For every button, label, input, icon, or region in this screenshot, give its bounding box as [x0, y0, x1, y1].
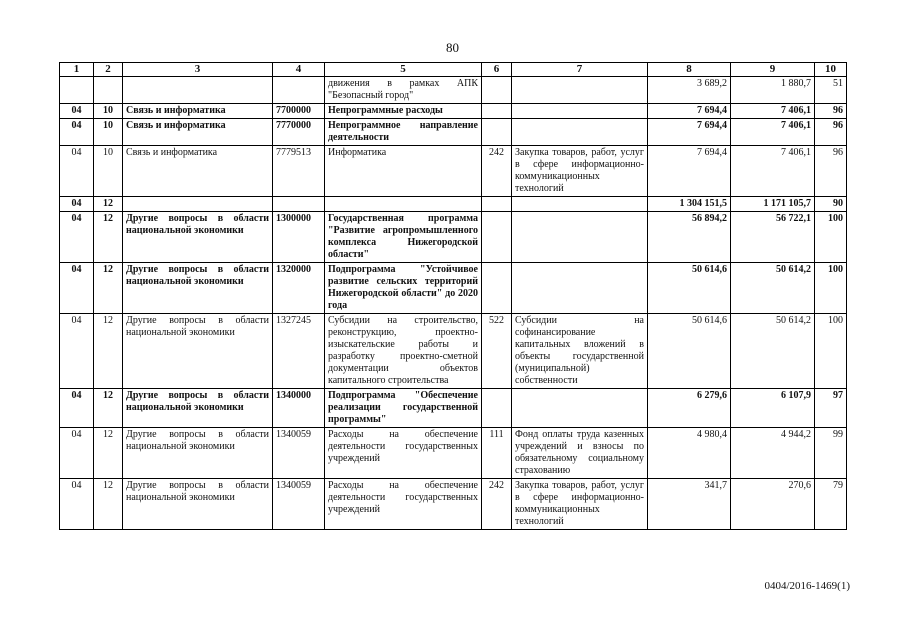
section-name-cell: Другие вопросы в области национальной экономики — [123, 263, 273, 314]
target-code-cell: 7770000 — [273, 119, 325, 146]
expense-type-code-cell — [482, 197, 512, 212]
target-code-cell: 1340059 — [273, 428, 325, 479]
execution-percent-cell: 100 — [815, 263, 847, 314]
execution-percent-cell: 96 — [815, 146, 847, 197]
executed-amount-cell: 270,6 — [731, 479, 815, 530]
execution-percent-cell: 51 — [815, 77, 847, 104]
subsection-code-cell: 12 — [94, 212, 123, 263]
planned-amount-cell: 1 304 151,5 — [648, 197, 731, 212]
header-cell: 10 — [815, 63, 847, 77]
table-body — [60, 77, 847, 530]
expense-type-code-cell: 522 — [482, 314, 512, 389]
target-code-cell — [273, 77, 325, 104]
target-name-cell: Государственная программа "Развитие агропромышленного комплекса Нижегородской области" — [325, 212, 482, 263]
table-row — [60, 119, 847, 146]
subsection-code-cell — [94, 77, 123, 104]
expense-type-name-cell: Фонд оплаты труда казенных учреждений и взносы по обязательному социальному страхованию — [512, 428, 648, 479]
table-row — [60, 428, 847, 479]
target-name-cell — [325, 197, 482, 212]
executed-amount-cell: 50 614,2 — [731, 314, 815, 389]
expense-type-code-cell — [482, 263, 512, 314]
target-name-cell: движения в рамках АПК "Безопасный город" — [325, 77, 482, 104]
execution-percent-cell: 100 — [815, 212, 847, 263]
section-code-cell: 04 — [60, 314, 94, 389]
section-code-cell: 04 — [60, 479, 94, 530]
expense-type-code-cell: 242 — [482, 146, 512, 197]
expense-type-name-cell — [512, 77, 648, 104]
section-name-cell: Другие вопросы в области национальной экономики — [123, 479, 273, 530]
expense-type-name-cell — [512, 263, 648, 314]
expense-type-code-cell — [482, 104, 512, 119]
header-cell: 9 — [731, 63, 815, 77]
section-name-cell — [123, 197, 273, 212]
execution-percent-cell: 97 — [815, 389, 847, 428]
expense-type-code-cell — [482, 77, 512, 104]
table-row — [60, 314, 847, 389]
execution-percent-cell: 99 — [815, 428, 847, 479]
planned-amount-cell: 3 689,2 — [648, 77, 731, 104]
expense-type-code-cell: 242 — [482, 479, 512, 530]
section-code-cell: 04 — [60, 212, 94, 263]
table-row — [60, 212, 847, 263]
target-code-cell: 1340059 — [273, 479, 325, 530]
header-cell: 7 — [512, 63, 648, 77]
expense-type-name-cell — [512, 104, 648, 119]
budget-table — [59, 62, 847, 530]
planned-amount-cell: 7 694,4 — [648, 119, 731, 146]
executed-amount-cell: 50 614,2 — [731, 263, 815, 314]
header-cell: 1 — [60, 63, 94, 77]
expense-type-name-cell: Закупка товаров, работ, услуг в сфере информационно-коммуникационных технологий — [512, 146, 648, 197]
section-code-cell: 04 — [60, 263, 94, 314]
target-name-cell: Расходы на обеспечение деятельности государственных учреждений — [325, 479, 482, 530]
section-code-cell: 04 — [60, 119, 94, 146]
section-name-cell: Связь и информатика — [123, 104, 273, 119]
planned-amount-cell: 7 694,4 — [648, 104, 731, 119]
execution-percent-cell: 79 — [815, 479, 847, 530]
expense-type-code-cell — [482, 119, 512, 146]
section-code-cell: 04 — [60, 197, 94, 212]
planned-amount-cell: 50 614,6 — [648, 314, 731, 389]
expense-type-name-cell — [512, 197, 648, 212]
target-code-cell: 1327245 — [273, 314, 325, 389]
executed-amount-cell: 6 107,9 — [731, 389, 815, 428]
target-code-cell — [273, 197, 325, 212]
page-number: 80 — [446, 40, 459, 55]
table-row — [60, 77, 847, 104]
planned-amount-cell: 4 980,4 — [648, 428, 731, 479]
subsection-code-cell: 12 — [94, 314, 123, 389]
header-row — [60, 63, 847, 77]
table-row — [60, 263, 847, 314]
subsection-code-cell: 10 — [94, 119, 123, 146]
expense-type-code-cell: 111 — [482, 428, 512, 479]
target-name-cell: Подпрограмма "Обеспечение реализации государственной программы" — [325, 389, 482, 428]
executed-amount-cell: 7 406,1 — [731, 146, 815, 197]
section-code-cell — [60, 77, 94, 104]
expense-type-name-cell — [512, 212, 648, 263]
execution-percent-cell: 90 — [815, 197, 847, 212]
table-row — [60, 104, 847, 119]
target-name-cell: Непрограммное направление деятельности — [325, 119, 482, 146]
table-row — [60, 389, 847, 428]
subsection-code-cell: 12 — [94, 389, 123, 428]
executed-amount-cell: 1 880,7 — [731, 77, 815, 104]
section-name-cell: Другие вопросы в области национальной экономики — [123, 428, 273, 479]
planned-amount-cell: 7 694,4 — [648, 146, 731, 197]
execution-percent-cell: 100 — [815, 314, 847, 389]
expense-type-name-cell: Субсидии на софинансирование капитальных вложений в объекты государственной (муниципальной) собственности — [512, 314, 648, 389]
section-name-cell: Связь и информатика — [123, 119, 273, 146]
document-code: 0404/2016-1469(1) — [764, 580, 850, 592]
table-row — [60, 479, 847, 530]
target-code-cell: 1300000 — [273, 212, 325, 263]
target-code-cell: 1340000 — [273, 389, 325, 428]
planned-amount-cell: 56 894,2 — [648, 212, 731, 263]
execution-percent-cell: 96 — [815, 119, 847, 146]
section-code-cell: 04 — [60, 146, 94, 197]
header-cell: 6 — [482, 63, 512, 77]
table-row — [60, 197, 847, 212]
subsection-code-cell: 10 — [94, 104, 123, 119]
section-code-cell: 04 — [60, 428, 94, 479]
header-cell: 5 — [325, 63, 482, 77]
planned-amount-cell: 6 279,6 — [648, 389, 731, 428]
subsection-code-cell: 10 — [94, 146, 123, 197]
header-cell: 2 — [94, 63, 123, 77]
expense-type-code-cell — [482, 389, 512, 428]
target-name-cell: Подпрограмма "Устойчивое развитие сельских территорий Нижегородской области" до 2020 года — [325, 263, 482, 314]
section-code-cell: 04 — [60, 389, 94, 428]
executed-amount-cell: 7 406,1 — [731, 119, 815, 146]
planned-amount-cell: 50 614,6 — [648, 263, 731, 314]
table-row — [60, 146, 847, 197]
executed-amount-cell: 7 406,1 — [731, 104, 815, 119]
section-name-cell: Другие вопросы в области национальной экономики — [123, 212, 273, 263]
target-code-cell: 7779513 — [273, 146, 325, 197]
expense-type-name-cell — [512, 119, 648, 146]
section-name-cell: Другие вопросы в области национальной экономики — [123, 314, 273, 389]
subsection-code-cell: 12 — [94, 263, 123, 314]
header-cell: 3 — [123, 63, 273, 77]
section-name-cell: Связь и информатика — [123, 146, 273, 197]
header-cell: 8 — [648, 63, 731, 77]
target-code-cell: 1320000 — [273, 263, 325, 314]
section-name-cell: Другие вопросы в области национальной экономики — [123, 389, 273, 428]
executed-amount-cell: 1 171 105,7 — [731, 197, 815, 212]
expense-type-code-cell — [482, 212, 512, 263]
target-name-cell: Субсидии на строительство, реконструкцию, проектно-изыскательские работы и разработку проектно-сметной документации объектов капитального строительства — [325, 314, 482, 389]
target-name-cell: Расходы на обеспечение деятельности государственных учреждений — [325, 428, 482, 479]
subsection-code-cell: 12 — [94, 428, 123, 479]
header-cell: 4 — [273, 63, 325, 77]
target-name-cell: Непрограммные расходы — [325, 104, 482, 119]
expense-type-name-cell — [512, 389, 648, 428]
execution-percent-cell: 96 — [815, 104, 847, 119]
executed-amount-cell: 56 722,1 — [731, 212, 815, 263]
subsection-code-cell: 12 — [94, 197, 123, 212]
target-name-cell: Информатика — [325, 146, 482, 197]
subsection-code-cell: 12 — [94, 479, 123, 530]
section-code-cell: 04 — [60, 104, 94, 119]
expense-type-name-cell: Закупка товаров, работ, услуг в сфере информационно-коммуникационных технологий — [512, 479, 648, 530]
target-code-cell: 7700000 — [273, 104, 325, 119]
planned-amount-cell: 341,7 — [648, 479, 731, 530]
executed-amount-cell: 4 944,2 — [731, 428, 815, 479]
section-name-cell — [123, 77, 273, 104]
